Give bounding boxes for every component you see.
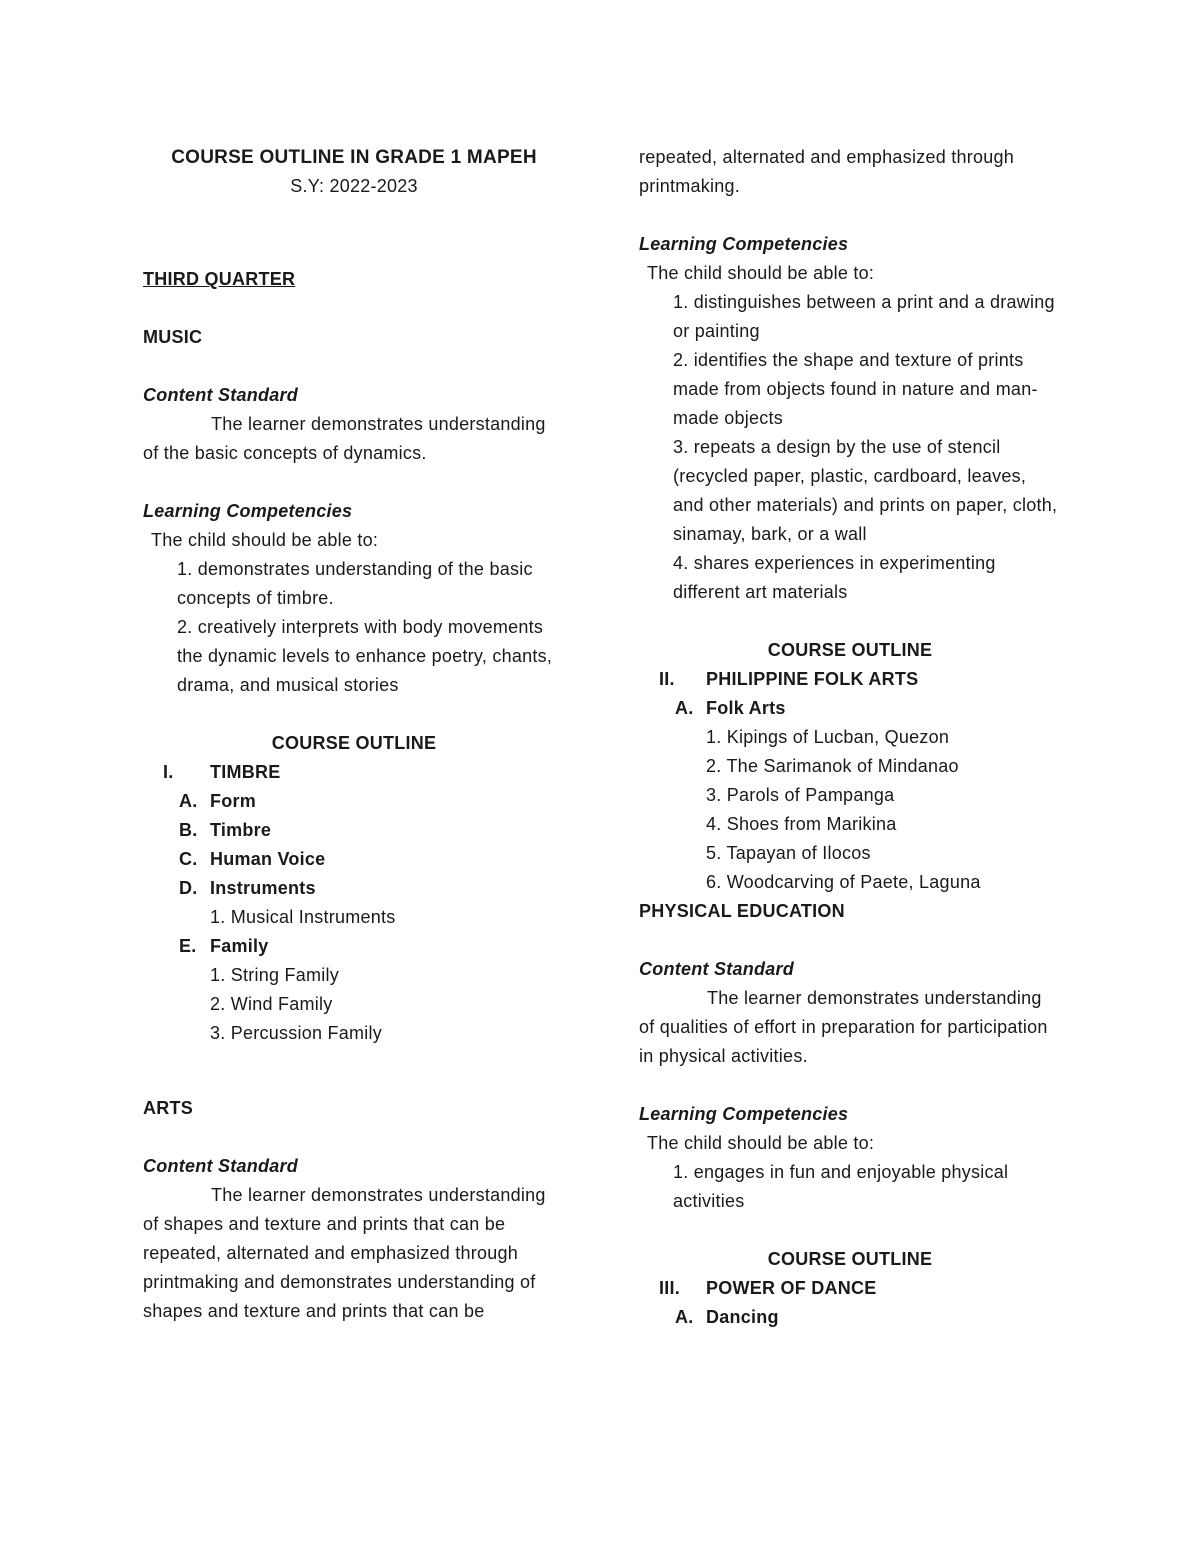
pe-section-heading: PHYSICAL EDUCATION [639, 901, 845, 921]
outline-letter-label: Human Voice [210, 849, 326, 869]
outline-letter-marker: D. [179, 878, 198, 898]
outline-letter-label: Form [210, 791, 256, 811]
outline-number-item: 2. Wind Family [210, 994, 333, 1014]
outline-number-item: 3. Percussion Family [210, 1023, 383, 1043]
outline-letter-row [143, 816, 565, 845]
arts-section-heading: ARTS [143, 1098, 193, 1118]
pe-content-standard-text: The learner demonstrates understanding of qualities of effort in preparation for participation in physical activities. [639, 988, 1048, 1066]
school-year: S.Y: 2022-2023 [290, 176, 418, 196]
outline-section-row [143, 758, 565, 787]
arts-course-outline-heading: COURSE OUTLINE [767, 640, 933, 660]
outline-letter-row [639, 1303, 1061, 1332]
outline-letter-marker: B. [179, 820, 198, 840]
outline-letter-row [143, 932, 565, 961]
pe-course-outline-heading: COURSE OUTLINE [767, 1249, 933, 1269]
arts-content-standard-continuation: repeated, alternated and emphasized through printmaking. [639, 147, 1015, 196]
outline-letter-label: Folk Arts [706, 698, 786, 718]
left-column [143, 143, 565, 1493]
competency-item: 4. shares experiences in experimenting different art materials [673, 553, 996, 602]
outline-letter-label: Family [210, 936, 269, 956]
outline-section-title: POWER OF DANCE [706, 1278, 877, 1298]
music-section-heading: MUSIC [143, 327, 203, 347]
outline-number-item: 3. Parols of Pampanga [706, 785, 895, 805]
outline-letter-marker: C. [179, 849, 198, 869]
outline-section-marker: II. [659, 669, 675, 689]
competency-item: 1. distinguishes between a print and a drawing or painting [673, 292, 1055, 341]
outline-letter-row [143, 845, 565, 874]
outline-number-item: 5. Tapayan of Ilocos [706, 843, 871, 863]
outline-section-marker: I. [163, 762, 174, 782]
competency-item: 2. creatively interprets with body movements the dynamic levels to enhance poetry, chants, drama, and musical stories [177, 617, 553, 695]
outline-section-row [639, 665, 1061, 694]
outline-number-item: 2. The Sarimanok of Mindanao [706, 756, 959, 776]
competency-item: 2. identifies the shape and texture of prints made from objects found in nature and man-made objects [673, 350, 1038, 428]
outline-letter-row [639, 694, 1061, 723]
outline-number-item: 4. Shoes from Marikina [706, 814, 897, 834]
arts-learning-competencies-intro: The child should be able to: [647, 263, 875, 283]
outline-letter-marker: A. [675, 1307, 694, 1327]
right-column [639, 143, 1061, 1493]
competency-item: 1. demonstrates understanding of the basic concepts of timbre. [177, 559, 533, 608]
arts-content-standard-label: Content Standard [143, 1156, 298, 1176]
outline-letter-marker: A. [675, 698, 694, 718]
outline-section-marker: III. [659, 1278, 681, 1298]
music-content-standard-label: Content Standard [143, 385, 298, 405]
competency-item: 1. engages in fun and enjoyable physical activities [673, 1162, 1009, 1211]
outline-letter-label: Dancing [706, 1307, 779, 1327]
outline-number-item: 1. String Family [210, 965, 340, 985]
outline-section-row [639, 1274, 1061, 1303]
pe-learning-competencies-label: Learning Competencies [639, 1104, 849, 1124]
outline-section-title: PHILIPPINE FOLK ARTS [706, 669, 919, 689]
music-learning-competencies-label: Learning Competencies [143, 501, 353, 521]
outline-letter-marker: A. [179, 791, 198, 811]
outline-letter-row [143, 787, 565, 816]
music-content-standard-text: The learner demonstrates understanding of the basic concepts of dynamics. [143, 414, 546, 463]
outline-number-item: 1. Musical Instruments [210, 907, 396, 927]
music-course-outline-heading: COURSE OUTLINE [271, 733, 437, 753]
outline-letter-marker: E. [179, 936, 197, 956]
quarter-heading: THIRD QUARTER [143, 269, 296, 289]
outline-number-item: 1. Kipings of Lucban, Quezon [706, 727, 950, 747]
outline-number-item: 6. Woodcarving of Paete, Laguna [706, 872, 981, 892]
outline-section-title: TIMBRE [210, 762, 281, 782]
pe-learning-competencies-intro: The child should be able to: [647, 1133, 875, 1153]
arts-content-standard-text: The learner demonstrates understanding of shapes and texture and prints that can be repeated, alternated and emphasized through printmaking and demonstrates understanding of shapes and texture and prints that can be [143, 1185, 546, 1321]
outline-letter-label: Instruments [210, 878, 316, 898]
document-title: COURSE OUTLINE IN GRADE 1 MAPEH [171, 147, 537, 168]
pe-content-standard-label: Content Standard [639, 959, 794, 979]
arts-learning-competencies-label: Learning Competencies [639, 234, 849, 254]
competency-item: 3. repeats a design by the use of stencil (recycled paper, plastic, cardboard, leaves, and other materials) and prints on paper, cloth, sinamay, bark, or a wall [673, 437, 1058, 544]
outline-letter-label: Timbre [210, 820, 272, 840]
music-learning-competencies-intro: The child should be able to: [151, 530, 379, 550]
outline-letter-row [143, 874, 565, 903]
